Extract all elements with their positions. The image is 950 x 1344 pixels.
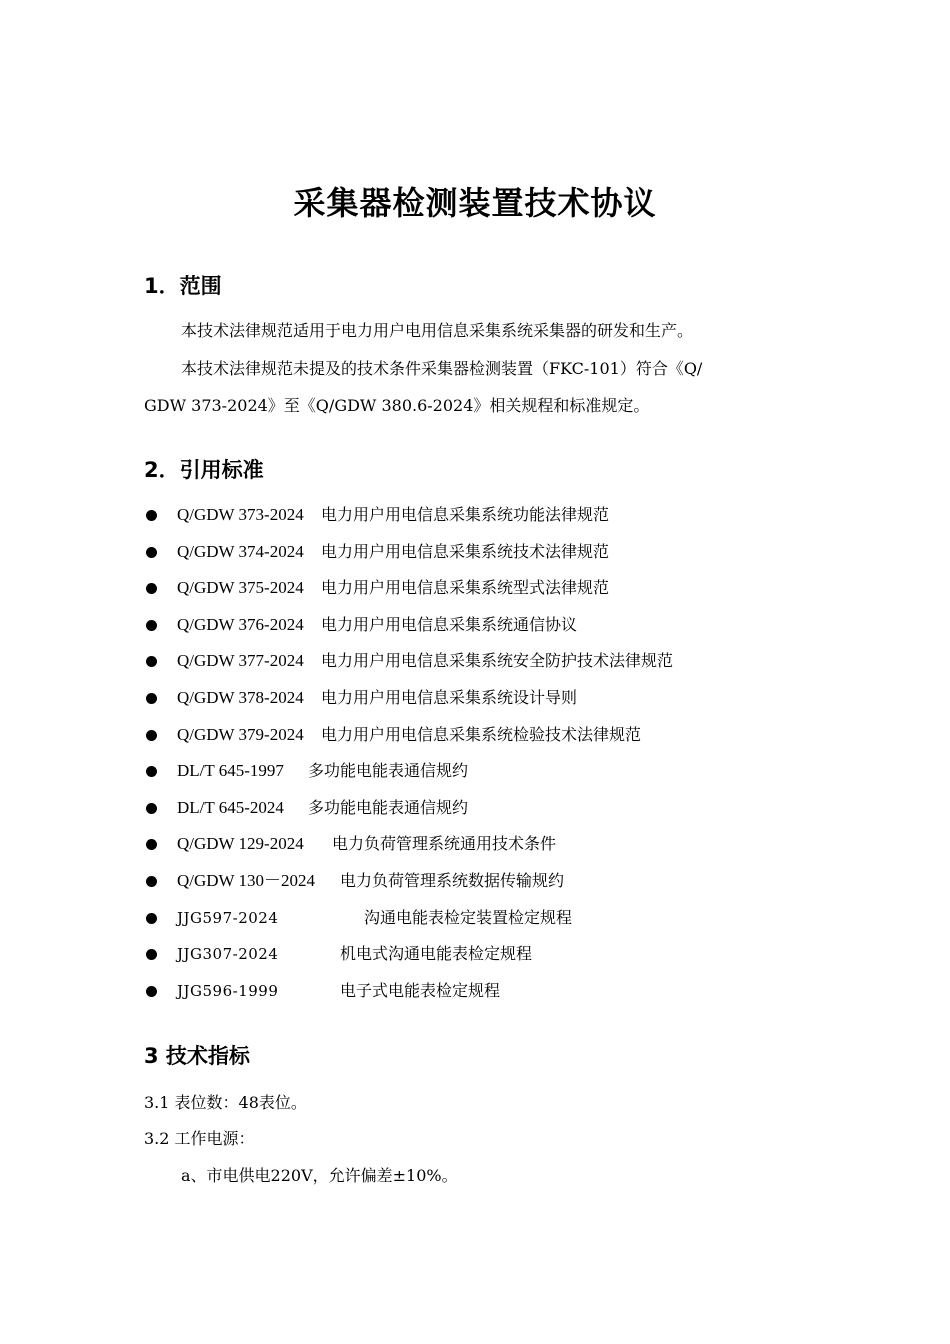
- bullet-icon: [146, 766, 157, 777]
- bullet-icon: [146, 803, 157, 814]
- bullet-icon: [146, 583, 157, 594]
- standard-title: 电力用户用电信息采集系统型式法律规范: [321, 578, 610, 598]
- standard-title: 电力用户用电信息采集系统技术法律规范: [321, 541, 610, 561]
- list-item: [144, 615, 844, 652]
- bullet-icon: [146, 876, 157, 887]
- standard-code: DL/T 645-1997: [177, 761, 284, 781]
- list-item: [144, 908, 844, 945]
- standard-code: Q/GDW 376-2024: [177, 614, 304, 634]
- standard-code: Q/GDW 375-2024: [177, 578, 304, 598]
- bullet-icon: [146, 839, 157, 850]
- standard-title: 电力用户用电信息采集系统安全防护技术法律规范: [321, 651, 674, 671]
- standard-code: Q/GDW 130－2024: [177, 870, 316, 890]
- bullet-icon: [146, 730, 157, 741]
- standard-title: 电力负荷管理系统通用技术条件: [332, 834, 557, 854]
- list-item: [144, 944, 844, 981]
- bullet-icon: [146, 986, 157, 997]
- standard-title: 电力用户用电信息采集系统通信协议: [321, 614, 578, 634]
- list-item: [144, 798, 844, 835]
- list-item: [144, 542, 844, 579]
- standard-code: Q/GDW 373-2024: [177, 505, 304, 524]
- standard-code: Q/GDW 377-2024: [177, 651, 304, 671]
- standard-code: Q/GDW 129-2024: [177, 834, 304, 854]
- section-1-paragraph-2-line-1: 本技术法律规范未提及的技术条件采集器检测装置（FKC-101）符合《Q/: [181, 359, 703, 378]
- standard-code: DL/T 645-2024: [177, 797, 284, 817]
- standard-title: 电力用户用电信息采集系统设计导则: [321, 687, 578, 707]
- standards-list: [144, 505, 844, 1017]
- list-item: [144, 981, 844, 1018]
- standard-code: JJG597-2024: [177, 908, 279, 927]
- bullet-icon: [146, 510, 157, 521]
- standard-title: 多功能电能表通信规约: [308, 761, 469, 781]
- standard-title: 机电式沟通电能表检定规程: [340, 944, 533, 964]
- list-item: [144, 578, 844, 615]
- list-item: [144, 871, 844, 908]
- standard-title: 多功能电能表通信规约: [308, 797, 469, 817]
- standard-title: 电力用户用电信息采集系统功能法律规范: [321, 505, 610, 524]
- list-item: [144, 505, 844, 542]
- standard-title: 电子式电能表检定规程: [340, 980, 501, 1000]
- bullet-icon: [146, 913, 157, 924]
- document-title: 采集器检测装置技术协议: [293, 184, 657, 222]
- standard-code: Q/GDW 378-2024: [177, 687, 304, 707]
- list-item: [144, 834, 844, 871]
- standard-title: 沟通电能表检定装置检定规程: [364, 907, 573, 927]
- standard-code: Q/GDW 374-2024: [177, 541, 304, 561]
- list-item: [144, 725, 844, 762]
- list-item: [144, 761, 844, 798]
- section-2-heading: 2．引用标准: [144, 458, 264, 482]
- section-3-item-1: 3.1 表位数：48表位。: [144, 1093, 307, 1112]
- standard-code: Q/GDW 379-2024: [177, 724, 304, 744]
- standard-code: JJG596-1999: [177, 981, 279, 1000]
- standard-title: 电力用户用电信息采集系统检验技术法律规范: [321, 724, 642, 744]
- section-3-item-2a: a、市电供电220V，允许偏差±10%。: [181, 1166, 458, 1185]
- section-1-paragraph-1: 本技术法律规范适用于电力用户电用信息采集系统采集器的研发和生产。: [181, 321, 694, 340]
- bullet-icon: [146, 693, 157, 704]
- standard-code: JJG307-2024: [177, 945, 279, 964]
- section-1-paragraph-2-line-2: GDW 373-2024》至《Q/GDW 380.6-2024》相关规程和标准规定。: [144, 396, 650, 415]
- section-3-item-2: 3.2 工作电源：: [144, 1129, 255, 1148]
- list-item: [144, 651, 844, 688]
- list-item: [144, 688, 844, 725]
- section-3-heading: 3 技术指标: [144, 1044, 250, 1068]
- section-1-heading: 1．范围: [144, 274, 222, 298]
- standard-title: 电力负荷管理系统数据传输规约: [340, 870, 565, 890]
- bullet-icon: [146, 656, 157, 667]
- bullet-icon: [146, 949, 157, 960]
- bullet-icon: [146, 620, 157, 631]
- bullet-icon: [146, 547, 157, 558]
